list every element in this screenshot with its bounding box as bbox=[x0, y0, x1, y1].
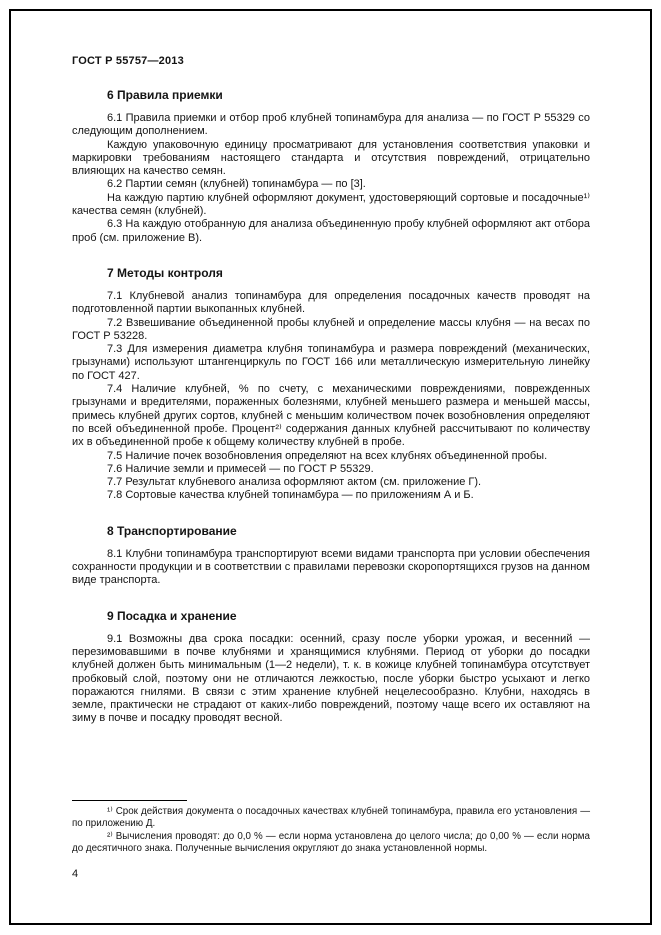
footer-block bbox=[72, 800, 590, 880]
paragraph-7-1: 7.1 Клубневой анализ топинамбура для определения посадочных качеств проводят на подготовленной партии выкопанных клубней. bbox=[72, 289, 590, 316]
page-number: 4 bbox=[72, 867, 79, 880]
paragraph-7-2: 7.2 Взвешивание объединенной пробы клубней и определение массы клубня — на весах по ГОСТ Р 53228. bbox=[72, 316, 590, 342]
paragraph-8-1: 8.1 Клубни топинамбура транспортируют всеми видами транспорта при условии обеспечения сохранности продукции и в соответствии с правилами перевозки скоропортящихся грузов на данном виде транспорта. bbox=[72, 547, 590, 587]
paragraph-6-1: 6.1 Правила приемки и отбор проб клубней топинамбура для анализа — по ГОСТ Р 55329 со следующим дополнением. bbox=[72, 112, 590, 138]
paragraph-7-3: 7.3 Для измерения диаметра клубня топинамбура и размера повреждений (механических, грызунами) используют штангенциркуль по ГОСТ 166 или металлическую измерительную линейку по ГОСТ 427. bbox=[72, 343, 590, 382]
paragraph-6-2-note: На каждую партию клубней оформляют документ, удостоверяющий сортовые и посадочные¹⁾ качества семян (клубней). bbox=[72, 191, 590, 218]
paragraph-7-8: 7.8 Сортовые качества клубней топинамбура — по приложениям А и Б. bbox=[107, 489, 474, 502]
footnote-2: ²⁾ Вычисления проводят: до 0,0 % — если норма установлена до целого числа; до 0,00 % — если норма до десятичного знака. Полученные вычисления округляют до знака установленной нормы. bbox=[72, 830, 590, 855]
paragraph-7-7: 7.7 Результат клубневого анализа оформляют актом (см. приложение Г). bbox=[107, 476, 482, 489]
paragraph-7-6: 7.6 Наличие земли и примесей — по ГОСТ Р 55329. bbox=[107, 462, 374, 475]
paragraph-6-3: 6.3 На каждую отобранную для анализа объединенную пробу клубней оформляют акт отбора проб (см. приложение В). bbox=[72, 218, 590, 244]
paragraph-9-1: 9.1 Возможны два срока посадки: осенний, сразу после уборки урожая, и весенний — перезимовавшими в почве клубнями и хранящимися клубнями. Период от уборки до посадки клубней должен быть минимальным (1—2 недели), т. к. в кожице клубней топинамбура отсутствует пробковый слой, поэтому они не отличаются лежкостью, после уборки быстро усыхают и легко поражаются гнилями. В связи с этим хранение клубней нецелесообразно. Клубни, находясь в земле, практически не страдают от каких-либо повреждений, поэтому чаще всего их оставляют на зиму в почве и посадку проводят весной. bbox=[72, 632, 590, 725]
paragraph-6-1-note: Каждую упаковочную единицу просматривают для установления соответствия упаковки и маркировки требованиям настоящего стандарта и отсутствия повреждений, отрицательно влияющих на качество семян. bbox=[72, 138, 590, 178]
paragraph-6-2: 6.2 Партии семян (клубней) топинамбура — по [3]. bbox=[107, 178, 366, 191]
page-content bbox=[72, 55, 590, 726]
footnote-separator bbox=[72, 800, 187, 801]
section-8-title: 8 Транспортирование bbox=[107, 523, 237, 538]
footnote-1: ¹⁾ Срок действия документа о посадочных качествах клубней топинамбура, правила его установления — по приложению Д. bbox=[72, 806, 590, 830]
document-code: ГОСТ Р 55757—2013 bbox=[72, 55, 184, 67]
paragraph-7-5: 7.5 Наличие почек возобновления определяют на всех клубнях объединенной пробы. bbox=[107, 449, 548, 462]
paragraph-7-4: 7.4 Наличие клубней, % по счету, с механическими повреждениями, поврежденных грызунами и вредителями, пораженных болезнями, клубней меньшего размера и меньшей массы, примесь клубней других сортов, клубней с меньшим количеством почек возобновления определяют по всей объединенной пробе. Процент²⁾ содержания данных клубней рассчитывают по количеству их в объединенной пробе к общему количеству клубней в пробе. bbox=[72, 383, 590, 449]
section-7-title: 7 Методы контроля bbox=[107, 265, 223, 280]
section-9-title: 9 Посадка и хранение bbox=[107, 608, 237, 623]
section-6-title: 6 Правила приемки bbox=[107, 88, 223, 102]
